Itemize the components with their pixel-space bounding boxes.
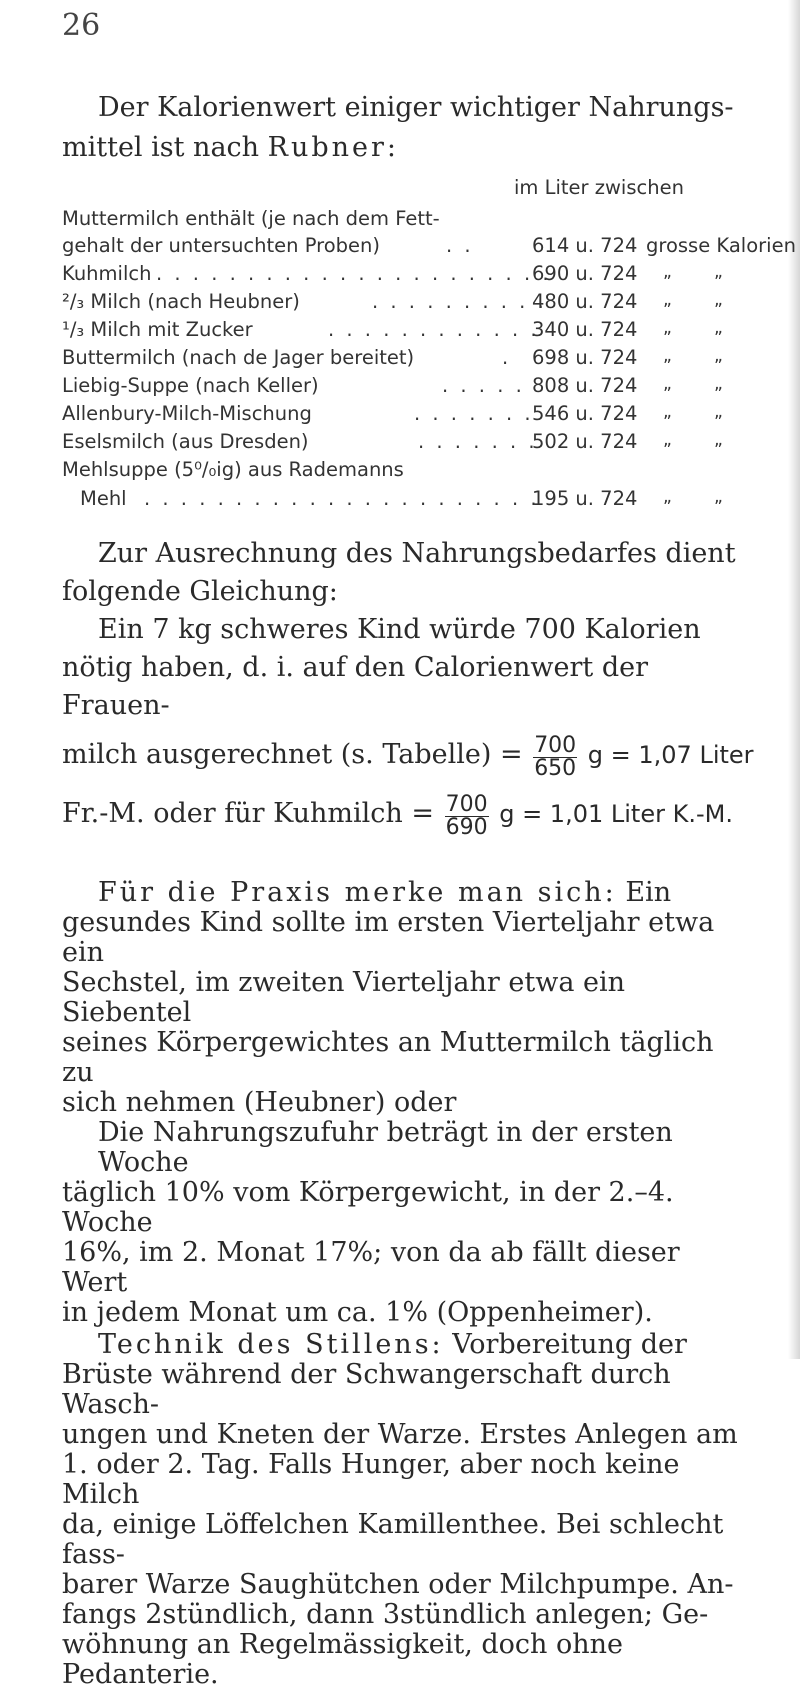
formula-1-prefix: milch ausgerechnet (s. Tabelle) = [62,738,523,770]
technik-line-6: barer Warze Saughütchen oder Milchpumpe. An- [62,1569,734,1600]
ditto-mark: „ [663,346,672,366]
table-row-label: Buttermilch (nach de Jager bereitet) [62,346,415,369]
intro-line-1: Der Kalorienwert einiger wichtiger Nahrungs- [98,92,734,123]
intro-paragraph [62,88,742,168]
formula-1-result: g = 1,07 Liter [587,740,754,769]
technik-lead: Technik des Stillens: [98,1329,444,1360]
table-row [62,262,752,290]
ditto-mark: „ [663,402,672,422]
leader-dots: . . . . . . . [418,430,538,453]
table-row [62,374,752,402]
leader-dots: . [502,346,512,369]
ditto-mark: „ [663,290,672,310]
table-row-value: 502 u. 724 [532,430,638,453]
table-row-label: Allenbury-Milch-Mischung [62,402,312,425]
praxis-line-6: Die Nahrungszufuhr beträgt in der ersten Woche [98,1117,673,1178]
technik-line-1 [62,1330,752,1360]
table-row-label: Liebig-Suppe (nach Keller) [62,374,319,397]
praxis-line-4: seines Körpergewichtes an Muttermilch täglich zu [62,1027,714,1088]
ditto-mark: „ [714,346,723,366]
equation-line-1: Ein 7 kg schweres Kind würde 700 Kalorien [98,614,701,645]
technik-section [62,1330,752,1690]
ditto-mark: „ [663,374,672,394]
table-row-value: 340 u. 724 [532,318,638,341]
table-row-value: 698 u. 724 [532,346,638,369]
table-row-label: ²/₃ Milch (nach Heubner) [62,290,300,313]
table-row [62,487,752,515]
equation-intro-1: Zur Ausrechnung des Nahrungsbedarfes dient [98,538,736,569]
praxis-line-2: gesundes Kind sollte im ersten Vierteljahr etwa ein [62,907,715,968]
fraction-denominator: 650 [534,756,577,781]
fraction-700-690 [445,794,489,839]
table-row-label: Kuhmilch [62,262,152,285]
leader-dots: . . . . . . . [414,402,534,425]
page-number: 26 [62,8,101,43]
table-header: im Liter zwischen [514,176,684,199]
ditto-mark: „ [663,318,672,338]
equation-line-2: nötig haben, d. i. auf den Calorienwert der Frauen- [62,652,648,721]
praxis-line-8: 16%, im 2. Monat 17%; von da ab fällt dieser Wert [62,1237,680,1298]
fraction-numerator: 700 [445,792,488,817]
leader-dots: . . . . . [442,374,525,397]
formula-kuhmilch [62,794,752,839]
table-row-value: 480 u. 724 [532,290,638,313]
table-row [62,430,752,458]
formula-2-result: g = 1,01 Liter K.-M. [499,799,733,828]
leader-dots: . . [446,234,474,257]
technik-line-1-rest: Vorbereitung der [452,1329,687,1360]
table-row [62,346,752,374]
fraction-numerator: 700 [534,733,577,758]
table-row-label: gehalt der untersuchten Proben) [62,234,380,257]
table-row-value: 614 u. 724 [532,234,638,257]
table-row-label-line1: Muttermilch enthält (je nach dem Fett- [62,207,440,230]
table-row [62,234,796,262]
leader-dots: . . . . . . . . . . . . . . . . . . . . . . [156,262,552,285]
table-row-value: 808 u. 724 [532,374,638,397]
technik-line-2: Brüste während der Schwangerschaft durch Wasch- [62,1359,671,1420]
equation-section [62,535,752,839]
table-row-unit: grosse Kalorien [646,234,796,257]
table-row-label: Mehl [80,487,127,510]
fraction-700-650 [533,735,577,780]
table-row [62,290,752,318]
leader-dots: . . . . . . . . . . [372,290,547,313]
table-row-label: ¹/₃ Milch mit Zucker [62,318,253,341]
technik-line-8: wöhnung an Regelmässigkeit, doch ohne Pedanterie. [62,1629,624,1690]
ditto-mark: „ [714,374,723,394]
ditto-mark: „ [714,262,723,282]
table-row [62,318,752,346]
ditto-mark: „ [663,262,672,282]
technik-line-5: da, einige Löffelchen Kamillenthee. Bei schlecht fass- [62,1509,724,1570]
praxis-line-1-rest: Ein [625,877,672,908]
table-row-value: 690 u. 724 [532,262,638,285]
table-row-label-line1: Mehlsuppe (5⁰/₀ig) aus Rademanns [62,458,404,481]
table-row-value: 546 u. 724 [532,402,638,425]
technik-line-7: fangs 2stündlich, dann 3stündlich anlegen; Ge- [62,1599,709,1630]
author-rubner: Rubner: [267,132,400,163]
ditto-mark: „ [663,487,672,507]
leader-dots: . . . . . . . . . . . . [328,318,540,341]
praxis-lead: Für die Praxis merke man sich: [98,877,617,908]
technik-line-4: 1. oder 2. Tag. Falls Hunger, aber noch keine Milch [62,1449,680,1510]
praxis-line-3: Sechstel, im zweiten Vierteljahr etwa ein Siebentel [62,967,626,1028]
praxis-section [62,878,752,1328]
ditto-mark: „ [714,402,723,422]
praxis-line-1 [62,878,752,908]
fraction-denominator: 690 [445,815,488,840]
ditto-mark: „ [714,487,723,507]
praxis-line-9: in jedem Monat um ca. 1% (Oppenheimer). [62,1297,653,1328]
intro-line-2-text: mittel ist nach [62,132,260,163]
page-edge [788,0,800,1359]
formula-2-prefix: Fr.-M. oder für Kuhmilch = [62,797,435,829]
ditto-mark: „ [714,430,723,450]
table-row-label: Eselsmilch (aus Dresden) [62,430,309,453]
table-row-value: 195 u. 724 [532,487,638,510]
ditto-mark: „ [663,430,672,450]
ditto-mark: „ [714,290,723,310]
praxis-line-7: täglich 10% vom Körpergewicht, in der 2.–4. Woche [62,1177,674,1238]
intro-line-2 [62,128,742,168]
table-row [62,402,752,430]
ditto-mark: „ [714,318,723,338]
formula-frauenmilch [62,735,752,780]
praxis-line-5: sich nehmen (Heubner) oder [62,1087,457,1118]
equation-intro-2: folgende Gleichung: [62,576,338,607]
leader-dots: . . . . . . . . . . . . . . . . . . . . . . [144,487,540,510]
technik-line-3: ungen und Kneten der Warze. Erstes Anlegen am [62,1419,738,1450]
